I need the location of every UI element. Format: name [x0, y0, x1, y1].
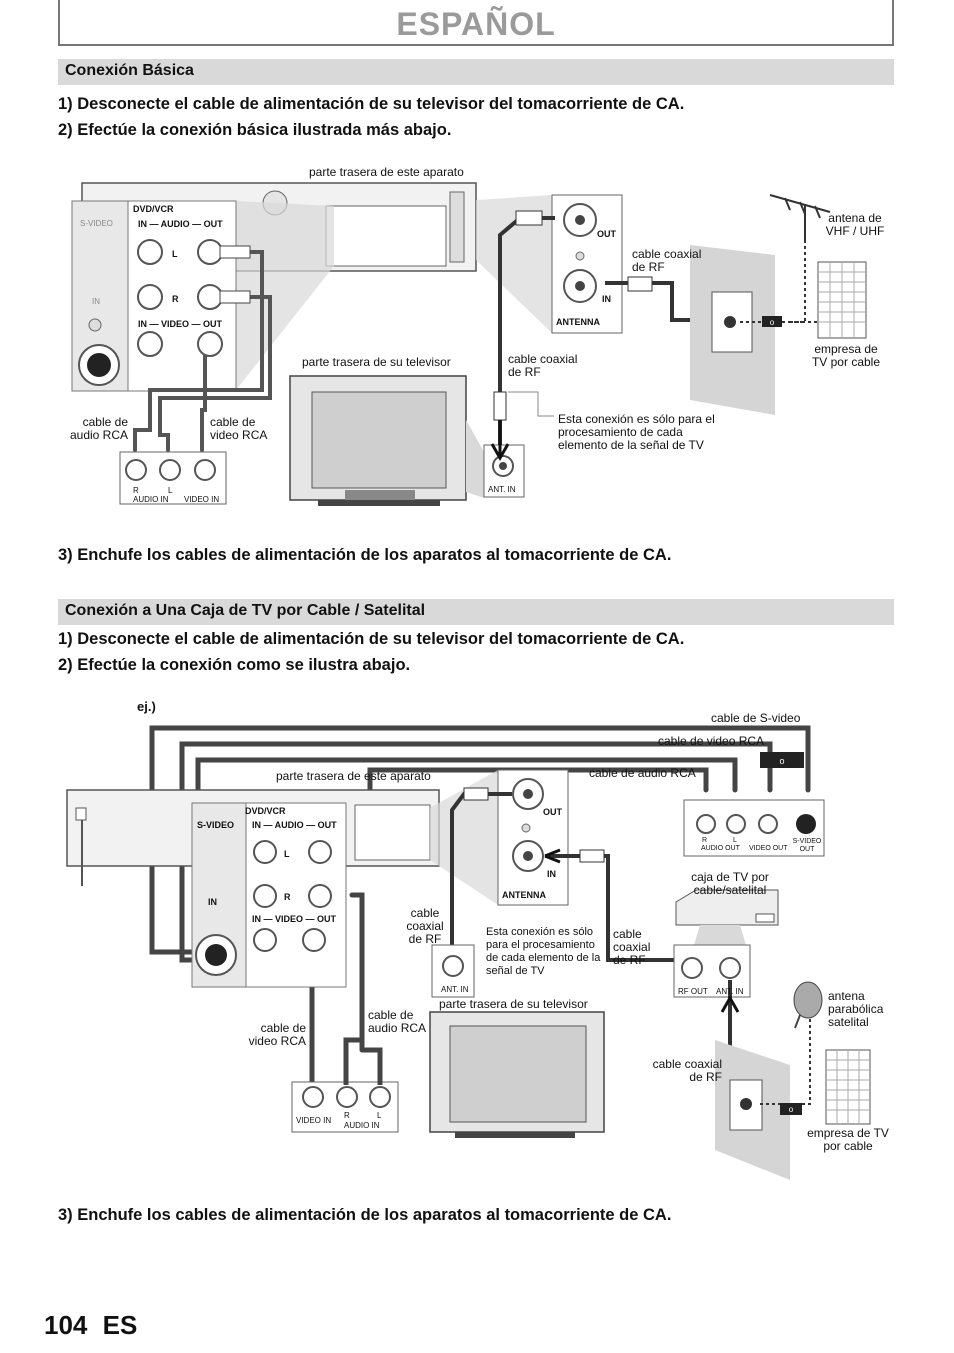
label-cable-company: empresa de TV por cable	[811, 342, 881, 369]
page-number: 104	[44, 1310, 88, 1340]
label-l: L	[172, 249, 178, 259]
label-r-2: R	[284, 892, 291, 902]
page-footer	[44, 1310, 137, 1341]
section-heading-text: Conexión a Una Caja de TV por Cable / Satelital	[65, 602, 426, 619]
label-cable-audio: cable de audio RCA	[69, 415, 128, 442]
label-cable-video: cable de video RCA	[210, 415, 268, 442]
label-cable-company-2: empresa de TV por cable	[807, 1126, 889, 1153]
label-l-2: L	[284, 849, 290, 859]
label-ant-in: ANT. IN	[488, 485, 516, 494]
label-r: R	[172, 294, 179, 304]
step-3b: 3) Enchufe los cables de alimentación de los aparatos al tomacorriente de CA.	[58, 1206, 672, 1224]
label-out-2: OUT	[543, 807, 562, 817]
label-out: OUT	[597, 229, 616, 239]
label-in: IN	[92, 297, 100, 306]
label-box-video-out: VIDEO OUT	[749, 845, 788, 852]
label-satellite: antena parabólica satelital	[828, 989, 884, 1029]
label-l-in: L	[168, 486, 173, 495]
label-ant-in-port: IN	[602, 294, 611, 304]
unit-zoom-panel-2	[192, 803, 346, 987]
label-in-audio-out-2: IN — AUDIO — OUT	[252, 820, 337, 830]
label-r-in-2: R	[344, 1111, 350, 1120]
step-2b: 2) Efectúe la conexión como se ilustra abajo.	[58, 656, 411, 674]
label-antenna-2: ANTENNA	[502, 890, 546, 900]
label-cable-audio-bottom: cable de audio RCA	[368, 1008, 427, 1035]
step-3: 3) Enchufe los cables de alimentación de los aparatos al tomacorriente de CA.	[58, 546, 672, 564]
label-video-in: VIDEO IN	[184, 495, 220, 504]
label-coax-rf-2: cable coaxial de RF	[508, 352, 578, 379]
label-cable-video-bottom: cable de video RCA	[248, 1021, 306, 1048]
label-antenna: ANTENNA	[556, 317, 600, 327]
label-l-box: L	[733, 837, 737, 844]
label-rf-out: RF OUT	[678, 987, 708, 996]
label-rear-tv: parte trasera de su televisor	[302, 355, 451, 369]
step-1b: 1) Desconecte el cable de alimentación de su televisor del tomacorriente de CA.	[58, 630, 685, 648]
label-in-video-out: IN — VIDEO — OUT	[138, 319, 223, 329]
label-ant-in-port-2: IN	[547, 869, 556, 879]
label-dvdvcr-2: DVD/VCR	[245, 806, 286, 816]
label-svideo-2: S-VIDEO	[197, 820, 235, 830]
tv-rear	[290, 376, 466, 506]
label-audio-in: AUDIO IN	[133, 495, 169, 504]
antenna-panel	[552, 195, 622, 333]
label-r-box: R	[702, 837, 708, 844]
label-example: ej.)	[137, 699, 156, 714]
label-svideo: S-VIDEO	[80, 219, 113, 228]
label-cable-box: caja de TV por cable/satelital	[691, 870, 769, 897]
diagram-cable-box	[67, 728, 870, 1180]
label-video-in-2: VIDEO IN	[296, 1116, 332, 1125]
label-coax-rf-mid: cable coaxial de RF	[613, 927, 651, 967]
step-1: 1) Desconecte el cable de alimentación de su televisor del tomacorriente de CA.	[58, 95, 685, 113]
label-antenna-vhf: antena de VHF / UHF	[825, 211, 885, 238]
label-r-in: R	[133, 486, 139, 495]
section-heading-text: Conexión Básica	[65, 62, 194, 79]
label-coax-rf-left: cable coaxial de RF	[406, 906, 444, 946]
page-title: ESPAÑOL	[396, 6, 556, 42]
label-rear-unit: parte trasera de este aparato	[309, 165, 464, 179]
label-coax-rf-1: cable coaxial de RF	[632, 247, 702, 274]
unit-zoom-panel	[72, 201, 236, 391]
label-cable-video-top: cable de video RCA	[658, 734, 765, 748]
label-note: Esta conexión es sólo para el procesamiento de cada elemento de la señal de TV	[558, 412, 715, 452]
label-dvdvcr: DVD/VCR	[133, 204, 174, 214]
page-lang: ES	[102, 1310, 138, 1340]
svg-text:o: o	[779, 756, 785, 766]
label-in-video-out-2: IN — VIDEO — OUT	[252, 914, 337, 924]
label-rear-tv-2: parte trasera de su televisor	[439, 997, 588, 1011]
svg-text:o: o	[788, 1105, 794, 1114]
label-cable-svideo: cable de S-video	[711, 711, 801, 725]
label-ant-in-2: ANT. IN	[441, 985, 469, 994]
label-in-audio-out: IN — AUDIO — OUT	[138, 219, 223, 229]
label-in-2: IN	[208, 897, 217, 907]
step-2: 2) Efectúe la conexión básica ilustrada más abajo.	[58, 121, 452, 139]
section-heading-cable-box	[58, 599, 894, 625]
label-ant-in-box: ANT. IN	[716, 987, 744, 996]
label-note-2: Esta conexión es sólo para el procesamiento de cada elemento de la señal de TV	[486, 926, 601, 977]
diagram-basic	[72, 183, 866, 506]
label-cable-audio-top: cable de audio RCA	[589, 766, 696, 780]
svg-text:o: o	[769, 318, 775, 327]
label-audio-in-2: AUDIO IN	[344, 1121, 380, 1130]
label-coax-rf-bottom: cable coaxial de RF	[652, 1057, 722, 1084]
label-l-in-2: L	[377, 1111, 382, 1120]
label-box-audio-out: AUDIO OUT	[701, 845, 740, 852]
label-rear-unit-2: parte trasera de este aparato	[276, 769, 431, 783]
label-box-svideo-out: S-VIDEO OUT	[792, 838, 822, 853]
